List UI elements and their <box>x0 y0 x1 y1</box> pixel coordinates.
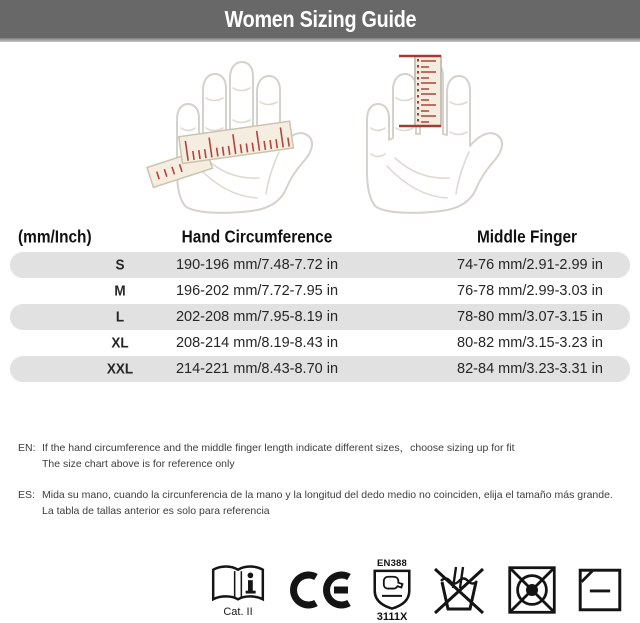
size-label: M <box>114 282 126 300</box>
do-not-wash-icon <box>431 563 487 617</box>
certification-icons-row <box>0 559 640 621</box>
header-bar <box>0 0 640 38</box>
table-row <box>10 278 630 304</box>
column-header-units: (mm/Inch) <box>18 226 92 247</box>
middle-finger-value: 80-82 mm/3.15-3.23 in <box>457 335 603 351</box>
column-header-hand-circumference: Hand Circumference <box>181 226 333 247</box>
note-en-text <box>42 440 515 473</box>
en388-cert <box>372 558 412 623</box>
hand-circumference-value: 208-214 mm/8.19-8.43 in <box>175 335 339 351</box>
note-es-text <box>42 487 613 520</box>
hand-circumference-value: 214-221 mm/8.43-8.70 in <box>175 361 339 377</box>
dry-flat-in-shade-icon <box>577 567 623 613</box>
table-row <box>10 330 630 356</box>
hand-circumference-value: 196-202 mm/7.72-7.95 in <box>175 283 339 299</box>
hand-circumference-value: 202-208 mm/7.95-8.19 in <box>175 309 339 325</box>
ce-mark-icon <box>287 569 353 611</box>
hands-diagram <box>0 42 640 222</box>
middle-finger-value: 74-76 mm/2.91-2.99 in <box>457 257 603 273</box>
table-header-row <box>10 222 630 252</box>
note-es-line2: La tabla de tallas anterior es solo para referencia <box>42 504 270 517</box>
note-es <box>18 487 640 520</box>
manual-book-icon <box>208 563 268 605</box>
do-not-tumble-dry-icon <box>506 564 558 616</box>
en388-standard-label: EN388 <box>376 557 408 569</box>
table-row <box>10 252 630 278</box>
size-label: XXL <box>106 360 134 378</box>
note-es-line1: Mida su mano, cuando la circunferencia de la mano y la longitud del dedo medio no coinciden, elija el tamaño más grande. <box>42 488 613 501</box>
table-row <box>10 356 630 382</box>
note-en-line1: If the hand circumference and the middle finger length indicate different sizes，choose sizing up for fit <box>42 442 515 454</box>
middle-finger-value: 76-78 mm/2.99-3.03 in <box>457 283 603 299</box>
en388-shield-icon <box>372 569 412 610</box>
size-label: L <box>115 308 125 326</box>
note-en-line2: The size chart above is for reference only <box>42 458 235 471</box>
instruction-manual-cert <box>208 563 268 618</box>
note-es-label: ES: <box>18 488 35 501</box>
notes-section <box>18 440 640 519</box>
note-en-label: EN: <box>18 442 36 454</box>
middle-finger-value: 78-80 mm/3.07-3.15 in <box>457 309 603 325</box>
table-row <box>10 304 630 330</box>
size-label: XL <box>111 334 129 352</box>
category-label: Cat. II <box>223 605 253 618</box>
sizing-table <box>10 222 630 382</box>
middle-finger-value: 82-84 mm/3.23-3.31 in <box>457 361 603 377</box>
en388-rating-label: 3111X <box>376 610 408 623</box>
size-label: S <box>115 256 125 274</box>
page-title: Women Sizing Guide <box>224 5 416 32</box>
column-header-middle-finger: Middle Finger <box>476 226 578 247</box>
note-en <box>18 440 640 473</box>
hand-circumference-value: 190-196 mm/7.48-7.72 in <box>175 257 339 273</box>
